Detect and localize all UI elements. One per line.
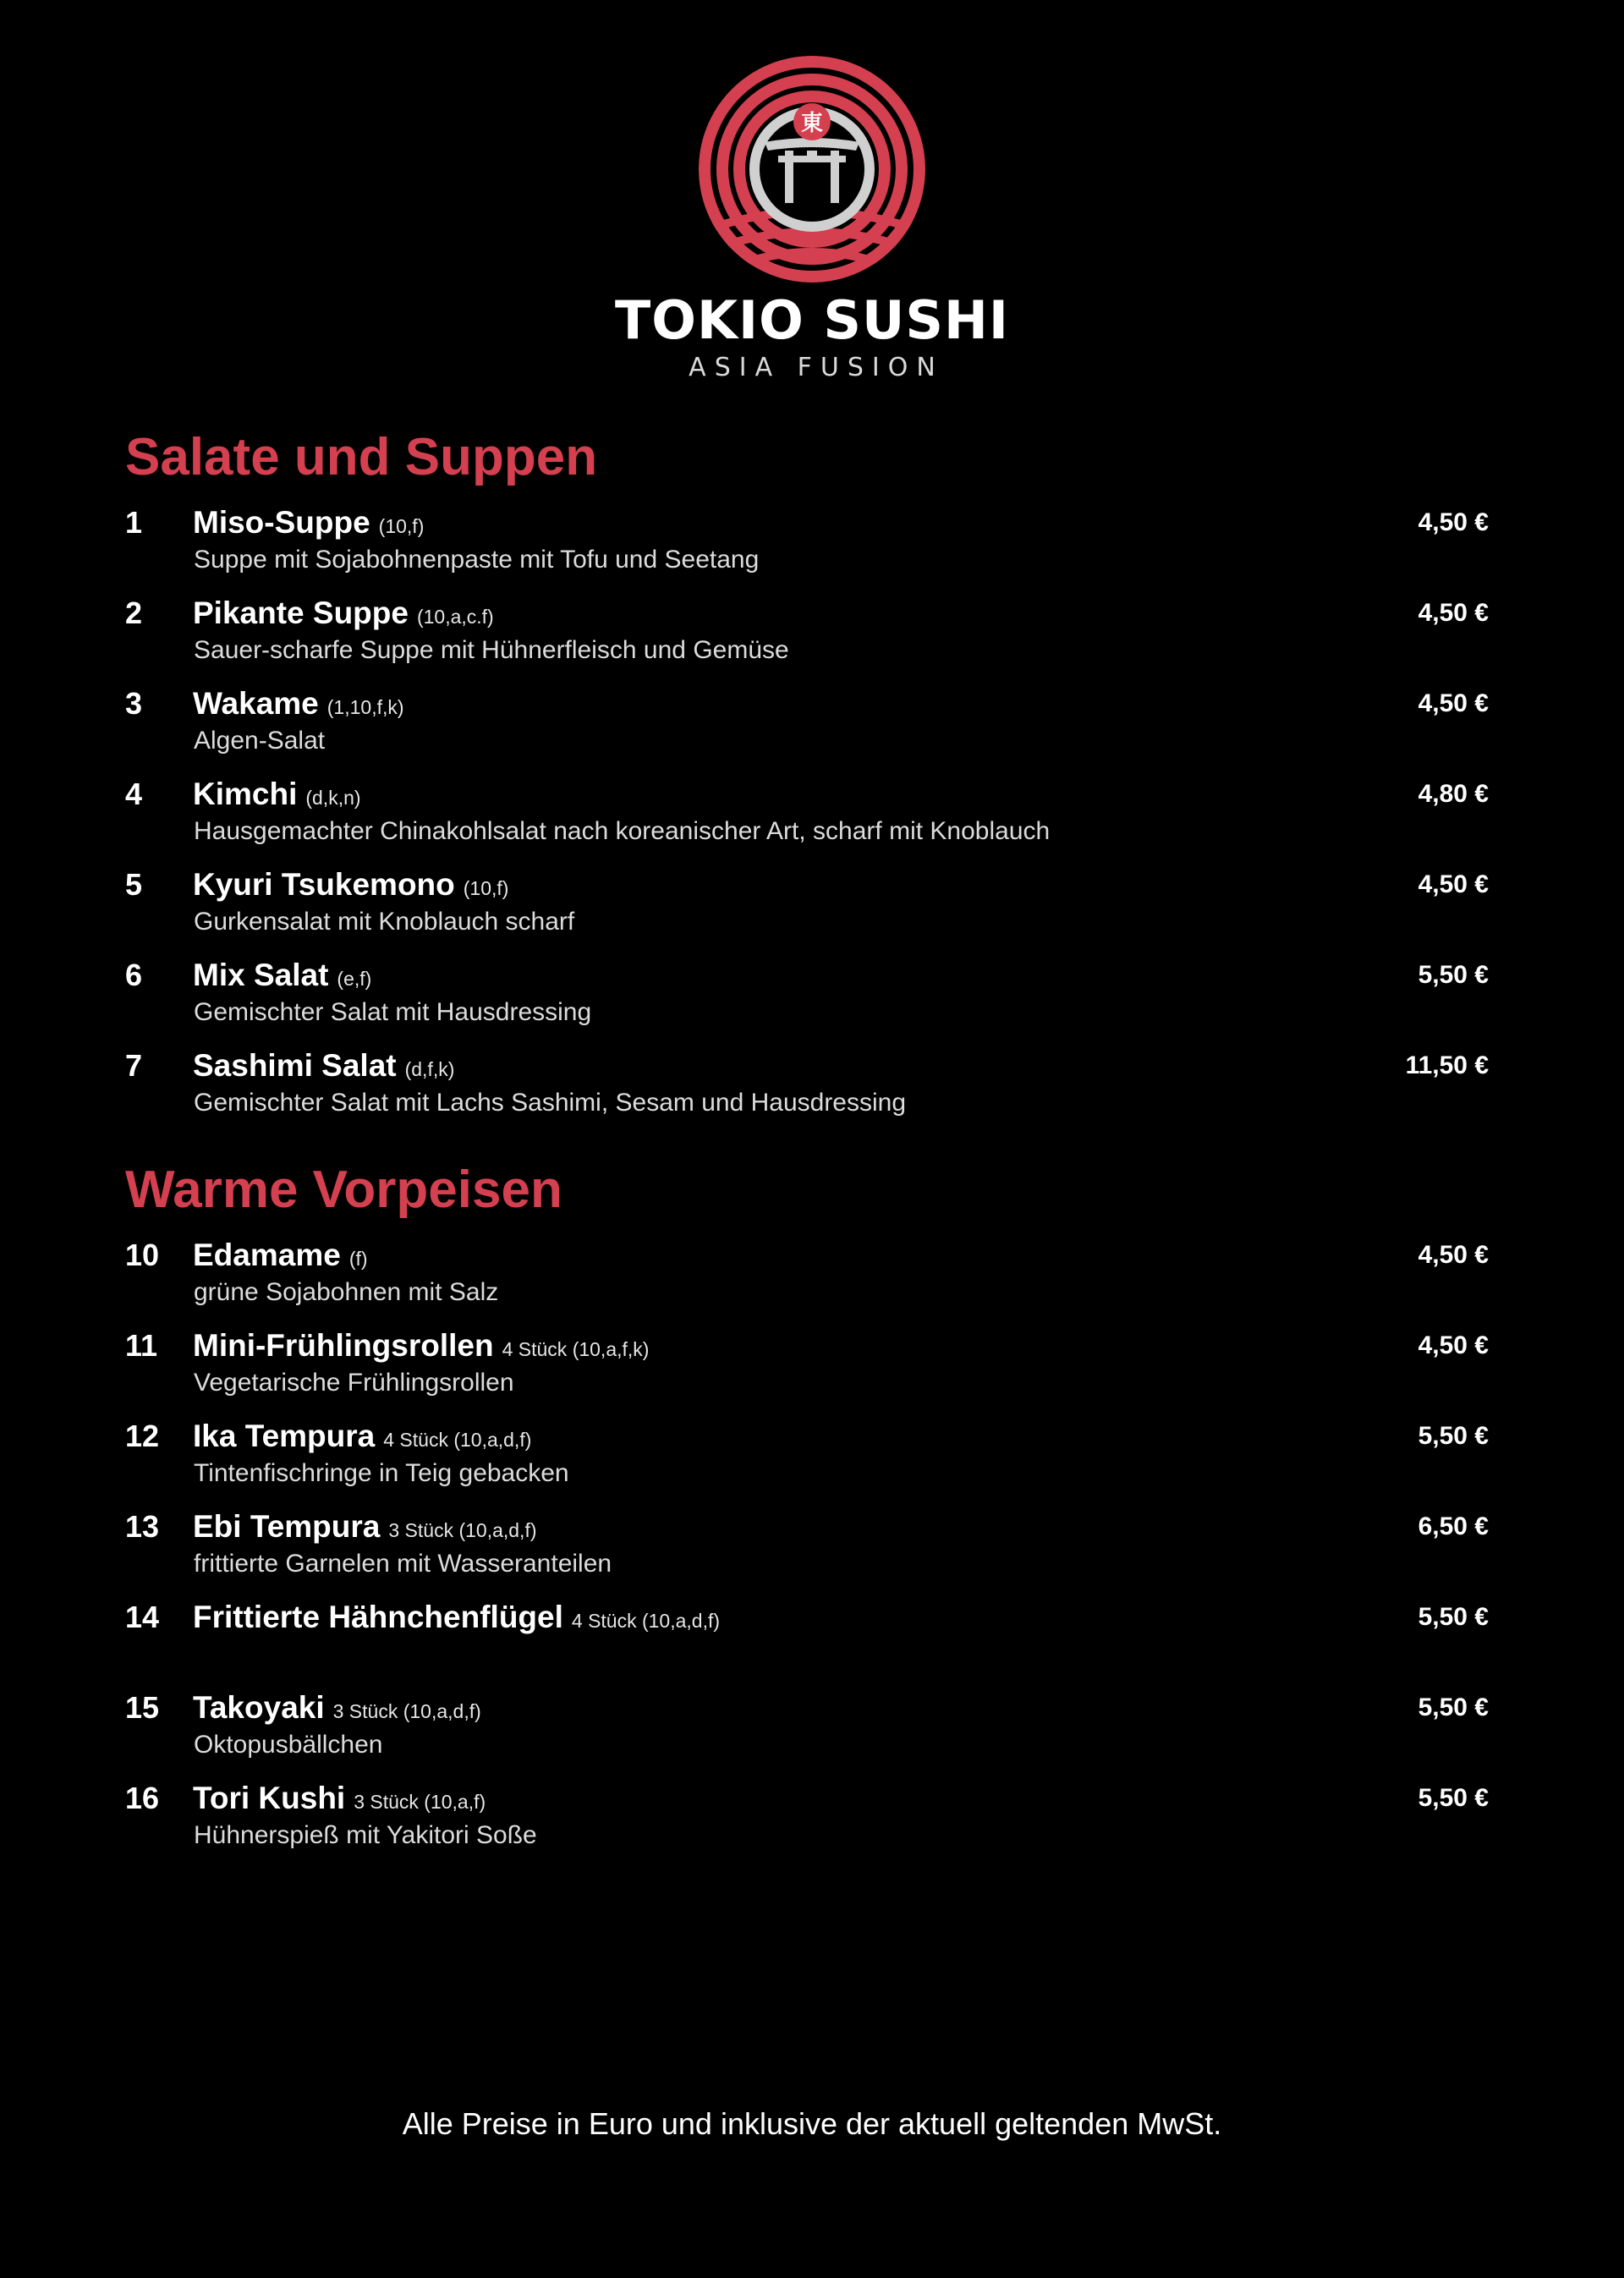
item-info: (10,a,c.f) <box>416 606 494 628</box>
item-description: grüne Sojabohnen mit Salz <box>194 1278 499 1306</box>
item-description: Algen-Salat <box>194 727 326 755</box>
emblem-character: 東 <box>800 111 824 136</box>
item-price: 5,50 € <box>1418 1784 1489 1812</box>
item-name: Ebi Tempura <box>193 1509 381 1544</box>
item-name: Sashimi Salat <box>193 1048 397 1083</box>
menu-item <box>125 1508 1489 1599</box>
item-price: 4,50 € <box>1418 689 1489 717</box>
item-info: (d,f,k) <box>404 1058 455 1080</box>
item-price: 4,50 € <box>1418 1331 1489 1359</box>
menu-item <box>125 1418 1489 1508</box>
item-price: 5,50 € <box>1418 1422 1489 1450</box>
menu-item <box>125 1599 1489 1689</box>
item-description: Gemischter Salat mit Hausdressing <box>194 998 592 1026</box>
item-price: 5,50 € <box>1418 961 1489 989</box>
item-name: Edamame <box>193 1238 341 1272</box>
item-name: Mini-Frühlingsrollen <box>193 1328 494 1363</box>
item-name: Frittierte Hähnchenflügel <box>193 1600 563 1634</box>
item-price: 4,50 € <box>1418 508 1489 536</box>
logo <box>0 51 1624 381</box>
item-description: frittierte Garnelen mit Wasseranteilen <box>194 1550 612 1578</box>
item-info: 4 Stück (10,a,f,k) <box>502 1338 650 1360</box>
item-name: Pikante Suppe <box>193 596 409 630</box>
item-description: Tintenfischringe in Teig gebacken <box>194 1459 569 1487</box>
item-info: 4 Stück (10,a,d,f) <box>571 1610 721 1632</box>
item-price: 4,80 € <box>1418 780 1489 808</box>
menu-item <box>125 866 1489 957</box>
item-number: 16 <box>125 1781 160 1815</box>
item-info: 3 Stück (10,a,d,f) <box>388 1519 537 1541</box>
item-number: 7 <box>125 1048 143 1083</box>
item-name: Tori Kushi <box>193 1781 346 1815</box>
item-info: 3 Stück (10,a,f) <box>354 1791 486 1813</box>
item-description: Oktopusbällchen <box>194 1731 383 1759</box>
section-title: Warme Vorpeisen <box>125 1161 562 1219</box>
item-name: Mix Salat <box>193 958 329 992</box>
menu-item <box>125 1327 1489 1418</box>
item-number: 4 <box>125 777 143 811</box>
item-description: Vegetarische Frühlingsrollen <box>194 1369 514 1397</box>
item-price: 4,50 € <box>1418 870 1489 898</box>
item-info: 3 Stück (10,a,d,f) <box>332 1700 481 1722</box>
item-number: 3 <box>125 686 143 721</box>
item-description: Gemischter Salat mit Lachs Sashimi, Sesam und Hausdressing <box>194 1089 907 1117</box>
torii-emblem-icon <box>694 51 930 288</box>
item-name: Miso-Suppe <box>193 505 370 540</box>
section-title: Salate und Suppen <box>125 428 598 486</box>
item-info: (10,f) <box>378 515 425 537</box>
item-number: 6 <box>125 958 143 992</box>
menu-item <box>125 1047 1489 1138</box>
item-price: 11,50 € <box>1405 1051 1489 1079</box>
item-name: Takoyaki <box>193 1690 325 1725</box>
item-description: Hühnerspieß mit Yakitori Soße <box>194 1821 537 1849</box>
brand-name: TOKIO SUSHI <box>614 289 1009 351</box>
item-name: Wakame <box>193 686 319 721</box>
item-number: 1 <box>125 505 143 540</box>
brand-subtitle: ASIA FUSION <box>689 353 944 382</box>
item-price: 4,50 € <box>1418 599 1489 627</box>
item-description: Gurkensalat mit Knoblauch scharf <box>194 908 575 936</box>
menu-item <box>125 1780 1489 1870</box>
item-info: (1,10,f,k) <box>326 696 404 718</box>
item-number: 15 <box>125 1690 160 1725</box>
item-number: 11 <box>125 1328 158 1363</box>
menu-item <box>125 776 1489 866</box>
item-info: (d,k,n) <box>305 787 361 809</box>
item-number: 14 <box>125 1600 160 1634</box>
menu-item <box>125 1237 1489 1327</box>
item-price: 5,50 € <box>1418 1603 1489 1631</box>
item-number: 2 <box>125 596 143 630</box>
item-number: 10 <box>125 1238 160 1272</box>
section-salate-und-suppen <box>125 428 1489 1138</box>
item-name: Ika Tempura <box>193 1419 376 1453</box>
item-info: 4 Stück (10,a,d,f) <box>383 1429 532 1451</box>
menu-item <box>125 685 1489 776</box>
item-description: Hausgemachter Chinakohlsalat nach koreanischer Art, scharf mit Knoblauch <box>194 817 1051 845</box>
item-info: (10,f) <box>463 877 509 899</box>
item-description: Sauer-scharfe Suppe mit Hühnerfleisch und Gemüse <box>194 636 789 664</box>
item-name: Kimchi <box>193 777 298 811</box>
item-price: 5,50 € <box>1418 1693 1489 1721</box>
item-name: Kyuri Tsukemono <box>193 867 455 902</box>
menu-item <box>125 504 1489 595</box>
item-info: (e,f) <box>337 968 372 990</box>
menu-item <box>125 595 1489 685</box>
item-info: (f) <box>348 1248 368 1270</box>
item-price: 4,50 € <box>1418 1241 1489 1269</box>
item-number: 5 <box>125 867 143 902</box>
menu-item <box>125 1689 1489 1780</box>
section-warme-vorpeisen <box>125 1161 1489 1870</box>
item-number: 13 <box>125 1509 160 1544</box>
item-price: 6,50 € <box>1418 1512 1489 1540</box>
item-number: 12 <box>125 1419 160 1453</box>
menu-item <box>125 957 1489 1047</box>
price-note-footer: Alle Preise in Euro und inklusive der aktuell geltenden MwSt. <box>402 2106 1222 2141</box>
item-description: Suppe mit Sojabohnenpaste mit Tofu und Seetang <box>194 546 760 574</box>
